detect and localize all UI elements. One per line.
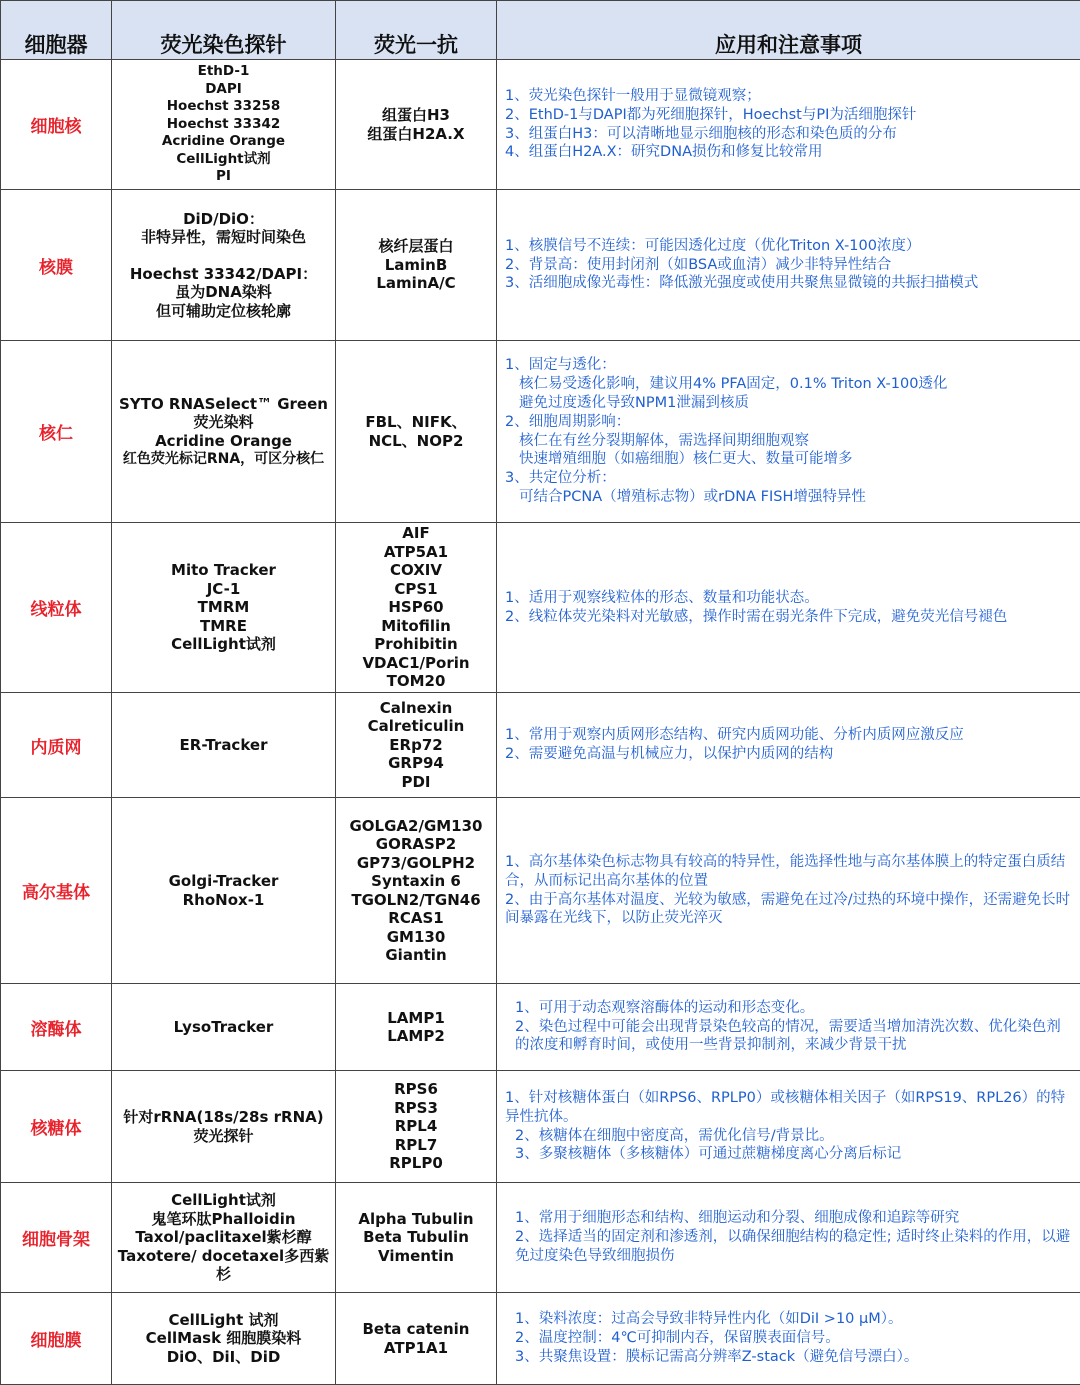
table-row [1, 190, 1080, 341]
notes-cell [497, 1183, 1080, 1293]
note-line: 2、需要避免高温与机械应力，以保护内质网的结构 [505, 746, 834, 762]
antibody-item: VDAC1/Porin [362, 653, 470, 672]
note-line: 3、共聚焦设置：膜标记需高分辨率Z-stack（避免信号漂白）。 [515, 1348, 919, 1365]
antibody-item: RPL7 [394, 1135, 438, 1154]
antibody-item: RPS6 [394, 1080, 438, 1099]
probe-item: Hoechst 33342/DAPI： [129, 264, 318, 283]
probe-item: 但可辅助定位核轮廓 [155, 301, 291, 320]
probe-item: Acridine Orange [161, 133, 286, 150]
note-line: 避免过度透化导致NPM1泄漏到核质 [519, 394, 749, 411]
table-row [1, 1071, 1080, 1183]
table-row [1, 60, 1080, 190]
probe-list [112, 798, 336, 984]
probe-item: SYTO RNASelect™ Green [119, 394, 328, 413]
probe-list [112, 190, 336, 341]
antibody-item: HSP60 [388, 598, 444, 617]
note-line: 2、细胞周期影响： [505, 413, 631, 430]
table-row [1, 1183, 1080, 1293]
antibody-item: Syntaxin 6 [371, 872, 461, 890]
note-line: 1、核膜信号不连续：可能因透化过度（优化Triton X-100浓度） [505, 237, 921, 254]
antibody-item: CPS1 [394, 579, 438, 598]
probe-item: DAPI [205, 80, 242, 97]
antibody-item: GP73/GOLPH2 [356, 853, 476, 872]
note-line: 2、温度控制：4℃可抑制内吞，保留膜表面信号。 [515, 1330, 840, 1347]
note-line: 2、选择适当的固定剂和渗透剂，以确保细胞结构的稳定性; 适时终止染料的作用，以避免过度染色导致细胞损伤 [515, 1229, 1071, 1264]
antibody-item: RPLP0 [389, 1154, 443, 1173]
organelle-name: 核仁 [1, 341, 112, 523]
note-line: 2、由于高尔基体对温度、光较为敏感，需避免在过冷/过热的环境中操作，还需避免长时间暴露在光线下，以防止荧光淬灭 [505, 891, 1071, 927]
probe-item: 非特异性，需短时间染色 [140, 228, 306, 247]
note-line: 2、染色过程中可能会出现背景染色较高的情况，需要适当增加清洗次数、优化染色剂的浓度和孵育时间，或使用一些背景抑制剂，来减少背景干扰 [515, 1018, 1061, 1054]
probe-item: ER-Tracker [179, 735, 268, 754]
antibody-item: Prohibitin [374, 635, 458, 654]
probe-item: CellLight试剂 [171, 635, 276, 654]
table-row [1, 523, 1080, 693]
note-line: 1、可用于动态观察溶酶体的运动和形态变化。 [515, 999, 815, 1016]
probe-item: TMRM [197, 598, 250, 617]
antibody-item: RCAS1 [388, 909, 444, 927]
note-line: 2、EthD-1与DAPI都为死细胞探针，Hoechst与PI为活细胞探针 [505, 106, 917, 123]
antibody-list [336, 984, 497, 1071]
organelle-name: 细胞膜 [1, 1293, 112, 1385]
antibody-item: GRP94 [388, 754, 444, 773]
antibody-list [336, 523, 497, 693]
notes-cell [497, 60, 1080, 190]
organelle-name: 内质网 [1, 693, 112, 798]
probe-item: RhoNox-1 [182, 890, 265, 909]
note-line: 3、组蛋白H3：可以清晰地显示细胞核的形态和染色质的分布 [505, 125, 897, 142]
note-line: 1、针对核糖体蛋白（如RPS6、RPLP0）或核糖体相关因子（如RPS19、RPL26）的特异性抗体。 [505, 1089, 1066, 1125]
antibody-list [336, 1183, 497, 1293]
probe-item: 鬼笔环肽Phalloidin [151, 1209, 296, 1228]
probe-item: Taxol/paclitaxel紫杉醇 [135, 1228, 312, 1247]
header-row [1, 1, 1080, 60]
probe-item: 荧光染料 [193, 413, 254, 431]
note-line: 2、核糖体在细胞中密度高，需优化信号/背景比。 [515, 1127, 834, 1144]
probe-item: Taxotere/ docetaxel多西紫杉 [117, 1246, 330, 1284]
antibody-list [336, 1071, 497, 1183]
header-probe: 荧光染色探针 [112, 1, 336, 60]
antibody-item: Alpha Tubulin [358, 1209, 474, 1228]
header-notes: 应用和注意事项 [497, 1, 1080, 60]
antibody-item: ERp72 [389, 735, 443, 754]
note-line: 3、活细胞成像光毒性：降低激光强度或使用共聚焦显微镜的共振扫描模式 [505, 275, 979, 292]
probe-item: TMRE [200, 616, 247, 635]
probe-item: Mito Tracker [171, 561, 276, 580]
probe-item: DiO、DiI、DiD [166, 1347, 281, 1366]
antibody-item: 核纤层蛋白 [378, 237, 454, 256]
antibody-item: LAMP2 [387, 1027, 445, 1045]
probe-item: 针对rRNA(18s/28s rRNA) [123, 1108, 324, 1126]
probe-item: CellLight试剂 [171, 1191, 276, 1210]
antibody-item: Beta catenin [362, 1320, 470, 1338]
note-line: 3、多聚核糖体（多核糖体）可通过蔗糖梯度离心分离后标记 [515, 1146, 902, 1163]
antibody-item: LaminB [384, 255, 448, 274]
note-line: 2、线粒体荧光染料对光敏感，操作时需在弱光条件下完成，避免荧光信号褪色 [505, 608, 1008, 625]
antibody-item: Beta Tubulin [363, 1228, 469, 1247]
note-line: 1、高尔基体染色标志物具有较高的特异性，能选择性地与高尔基体膜上的特定蛋白质结合，从而标记出高尔基体的位置 [505, 853, 1066, 889]
probe-item: LysoTracker [173, 1017, 274, 1036]
organelle-name: 高尔基体 [1, 798, 112, 984]
note-line: 1、染料浓度：过高会导致非特异性内化（如DiI >10 μM）。 [515, 1311, 903, 1328]
organelle-name: 核膜 [1, 190, 112, 341]
antibody-item: ATP1A1 [383, 1338, 449, 1357]
probe-list [112, 1293, 336, 1385]
antibody-item: 组蛋白H2A.X [367, 124, 465, 143]
table-row [1, 1293, 1080, 1385]
antibody-item: ATP5A1 [383, 542, 449, 561]
probe-list [112, 523, 336, 693]
note-line: 1、荧光染色探针一般用于显微镜观察； [505, 87, 761, 104]
antibody-item: Mitofilin [381, 616, 451, 635]
antibody-item: Calnexin [379, 698, 453, 717]
note-line: 快速增殖细胞（如癌细胞）核仁更大、数量可能增多 [519, 451, 853, 468]
notes-cell [497, 984, 1080, 1071]
antibody-item: AIF [402, 524, 430, 543]
antibody-item: PDI [401, 772, 431, 791]
organelle-name: 细胞核 [1, 60, 112, 190]
probe-item: 红色荧光标记RNA，可区分核仁 [122, 451, 325, 467]
antibody-list [336, 341, 497, 523]
notes-cell [497, 190, 1080, 341]
notes-cell [497, 798, 1080, 984]
table-row [1, 984, 1080, 1071]
probe-item: Hoechst 33342 [166, 115, 281, 132]
antibody-list [336, 693, 497, 798]
probe-list [112, 984, 336, 1071]
antibody-item: FBL、NIFK、 [365, 413, 467, 431]
note-line: 1、固定与透化： [505, 357, 616, 374]
antibody-item: GORASP2 [375, 835, 457, 853]
antibody-item: LAMP1 [387, 1008, 445, 1027]
organelle-name: 溶酶体 [1, 984, 112, 1071]
probe-item: Hoechst 33258 [166, 98, 281, 115]
probe-list [112, 60, 336, 190]
antibody-list [336, 60, 497, 190]
probe-list [112, 1071, 336, 1183]
organelle-name: 核糖体 [1, 1071, 112, 1183]
antibody-item: 组蛋白H3 [382, 106, 450, 124]
probe-item: CellMask 细胞膜染料 [145, 1329, 302, 1348]
antibody-item: TGOLN2/TGN46 [351, 890, 481, 909]
probe-item: Golgi-Tracker [168, 872, 279, 890]
probe-item: PI [216, 168, 231, 185]
antibody-item: TOM20 [386, 672, 446, 691]
probe-item: 虽为DNA染料 [175, 283, 272, 302]
antibody-item: RPL4 [394, 1117, 438, 1136]
antibody-item: Vimentin [378, 1246, 454, 1265]
note-line: 4、组蛋白H2A.X：研究DNA损伤和修复比较常用 [505, 144, 823, 161]
probe-item: CellLight 试剂 [168, 1310, 279, 1329]
antibody-item: NCL、NOP2 [368, 431, 464, 450]
note-line: 1、适用于观察线粒体的形态、数量和功能状态。 [505, 589, 819, 606]
table-row [1, 798, 1080, 984]
probe-list [112, 693, 336, 798]
antibody-list [336, 190, 497, 341]
organelle-name: 线粒体 [1, 523, 112, 693]
probe-list [112, 341, 336, 523]
note-line: 核仁在有丝分裂期解体，需选择间期细胞观察 [519, 432, 809, 449]
notes-cell [497, 341, 1080, 523]
antibody-item: COXIV [390, 561, 442, 580]
probe-item: JC-1 [206, 579, 241, 598]
notes-cell [497, 1293, 1080, 1385]
probe-item: Acridine Orange [155, 431, 292, 450]
antibody-list [336, 1293, 497, 1385]
antibody-item: RPS3 [394, 1098, 438, 1117]
header-organelle: 细胞器 [1, 1, 112, 60]
note-line: 1、常用于细胞形态和结构、细胞运动和分裂、细胞成像和追踪等研究 [515, 1210, 960, 1227]
header-antibody: 荧光一抗 [336, 1, 497, 60]
note-line: 可结合PCNA（增殖标志物）或rDNA FISH增强特异性 [519, 488, 866, 505]
spacer [112, 247, 335, 265]
probe-item: DiD/DiO： [183, 209, 264, 228]
note-line: 2、背景高：使用封闭剂（如BSA或血清）减少非特异性结合 [505, 256, 892, 273]
note-line: 核仁易受透化影响，建议用4% PFA固定，0.1% Triton X-100透化 [519, 376, 948, 393]
probe-item: 荧光探针 [193, 1126, 254, 1145]
probe-item: CellLight试剂 [176, 150, 271, 167]
organelle-name: 细胞骨架 [1, 1183, 112, 1293]
note-line: 1、常用于观察内质网形态结构、研究内质网功能、分析内质网应激反应 [505, 727, 964, 744]
probe-list [112, 1183, 336, 1293]
notes-cell [497, 1071, 1080, 1183]
antibody-item: Calreticulin [367, 717, 465, 736]
table-row [1, 693, 1080, 798]
antibody-item: Giantin [385, 946, 447, 964]
notes-cell [497, 523, 1080, 693]
notes-cell [497, 693, 1080, 798]
probe-item: EthD-1 [197, 63, 250, 80]
table-row [1, 341, 1080, 523]
antibody-item: GM130 [386, 927, 446, 946]
note-line: 3、共定位分析： [505, 470, 616, 487]
antibody-item: GOLGA2/GM130 [349, 816, 483, 835]
antibody-list [336, 798, 497, 984]
antibody-item: LaminA/C [376, 274, 456, 293]
